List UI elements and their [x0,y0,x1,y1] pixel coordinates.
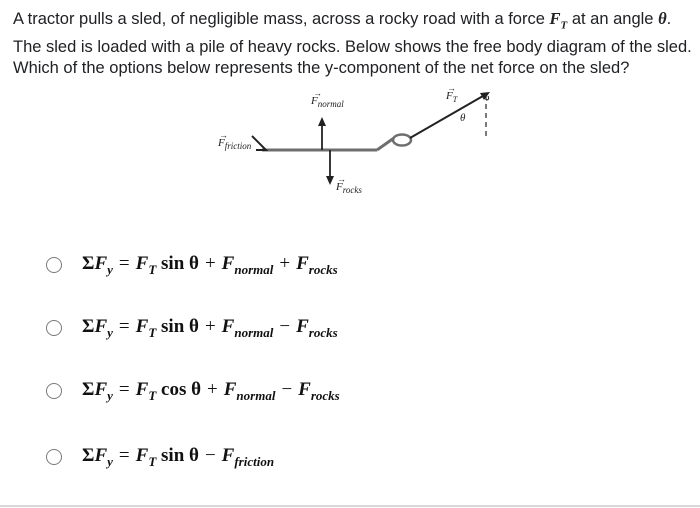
option-1-radio[interactable] [46,257,62,273]
normal-arrowhead [318,117,326,126]
option-1[interactable] [46,250,646,280]
option-3[interactable] [46,376,646,406]
option-1-formula: $\Sigma F_y = F_T$ $\sin \theta + F_{normal} + F_{rocks}$ [82,252,338,277]
bottom-divider [0,505,700,507]
svg-text:→: → [313,88,322,98]
option-2[interactable] [46,313,646,343]
label-theta: θ [460,112,466,124]
option-2-radio[interactable] [46,320,62,336]
question-line-3: Which of the options below represents the y-component of the net force on the sled? [13,59,630,78]
sled-runner [377,138,394,150]
force-symbol: $F_T$ [549,9,568,32]
rocks-arrowhead [326,176,334,185]
svg-text:→: → [337,174,346,184]
option-4-formula: $\Sigma F_y = F_T$ $\sin \theta - F_{friction}$ [82,444,275,469]
option-4[interactable] [46,442,646,472]
tension-rope [410,96,483,138]
label-f-t: $F_T$ [446,90,458,104]
label-f-normal: $F_{normal}$ [311,95,344,109]
free-body-diagram [0,0,700,230]
question-line-1: A tractor pulls a sled, of negligible mass, across a rocky road with a force [13,10,550,28]
option-2-formula: $\Sigma F_y = F_T$ $\sin \theta + F_{normal} - F_{rocks}$ [82,315,338,340]
svg-text:→: → [447,83,456,93]
option-4-radio[interactable] [46,449,62,465]
label-f-rocks: $F_{rocks}$ [336,181,362,195]
option-3-radio[interactable] [46,383,62,399]
question-text: A tractor pulls a sled, of negligible mass, across a rocky road with a force $F_T$ at an angle θ. The sled is loaded with a pile of heavy rocks. Below shows the free body diagram of the sled. Which of the options below represents the y-component of the net force on the sled? [13,9,692,78]
option-3-formula: $\Sigma F_y = F_T$ $\cos \theta + F_{normal} - F_{rocks}$ [82,378,340,403]
angle-symbol: θ [658,9,667,28]
question-line-2: The sled is loaded with a pile of heavy rocks. Below shows the free body diagram of the sled. [13,37,692,56]
label-f-friction: $F_{friction}$ [218,137,252,151]
sled-hitch [393,135,411,146]
friction-arrowhead [252,136,266,150]
svg-text:→: → [219,130,228,140]
